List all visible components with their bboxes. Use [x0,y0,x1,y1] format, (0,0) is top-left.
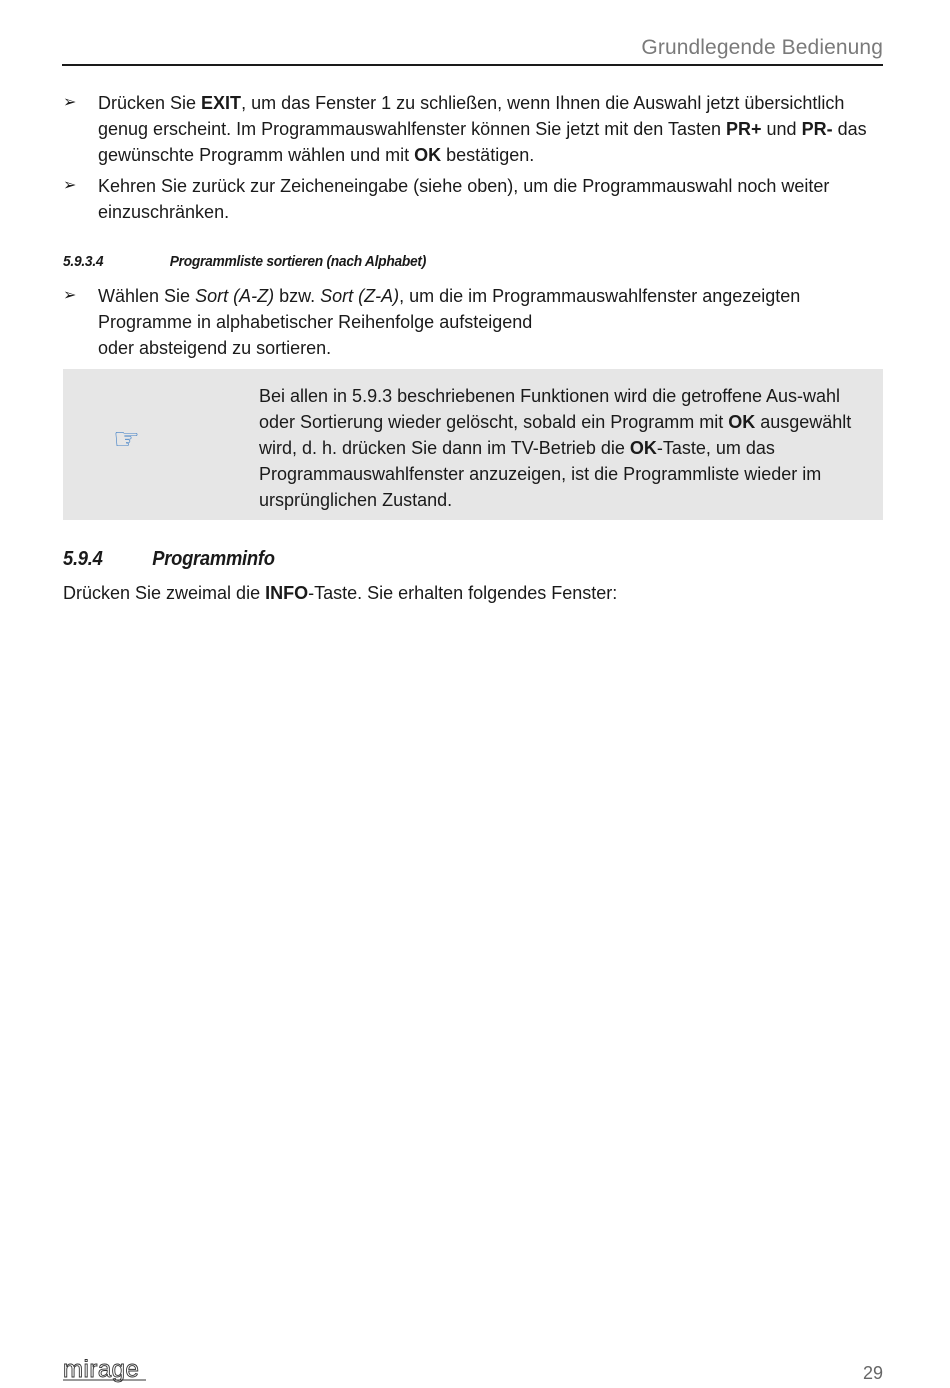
svg-text:mirage: mirage [63,1356,140,1383]
section-heading-5934 [63,249,817,275]
pointing-hand-icon: ☞ [113,423,140,456]
arrow-bullet-icon: ➢ [63,177,77,194]
bullet-text: Wählen Sie Sort (A-Z) bzw. Sort (Z-A), um die im Programmauswahlfenster angezeigten Programme in alphabetischer Reihenfolge aufsteigend oder absteigend zu sortieren. [98,286,801,358]
bullet-item-return [63,173,883,225]
info-paragraph: Drücken Sie zweimal die INFO-Taste. Sie erhalten folgendes Fenster: [63,583,618,603]
page-header-title: Grundlegende Bedienung [641,36,883,59]
note-text: Bei allen in 5.9.3 beschriebenen Funktionen wird die getroffene Aus-wahl oder Sortierung wieder gelöscht, sobald ein Programm mit OK ausgewählt wird, d. h. drücken Sie dann im TV-Betrieb die OK-Taste, um das Programmauswahlfenster anzuzeigen, ist die Programmliste wieder im ursprünglichen Zustand. [259,386,852,510]
header-rule [62,64,883,66]
arrow-bullet-icon: ➢ [63,287,77,304]
section-number: 5.9.4 [63,548,103,570]
section-number: 5.9.3.4 [63,253,104,270]
arrow-bullet-icon: ➢ [63,94,77,111]
note-box [63,369,883,520]
page-content [63,90,883,606]
section-title: Programmliste sortieren (nach Alphabet) [169,253,427,270]
section-heading-594 [63,546,817,572]
bullet-item-sort [63,283,883,361]
bullet-item-exit [63,90,883,168]
bullet-text: Drücken Sie EXIT, um das Fenster 1 zu schließen, wenn Ihnen die Auswahl jetzt übersichtlich genug erscheint. Im Programmauswahlfenster können Sie jetzt mit den Tasten PR+ und PR- das gewünschte Programm wählen und mit OK bestätigen. [98,93,867,165]
bullet-text: Kehren Sie zurück zur Zeicheneingabe (siehe oben), um die Programmauswahl noch weiter einzuschränken. [98,176,830,222]
page-number: 29 [862,1363,883,1383]
mirage-logo [62,1355,148,1383]
section-title: Programminfo [152,548,275,570]
